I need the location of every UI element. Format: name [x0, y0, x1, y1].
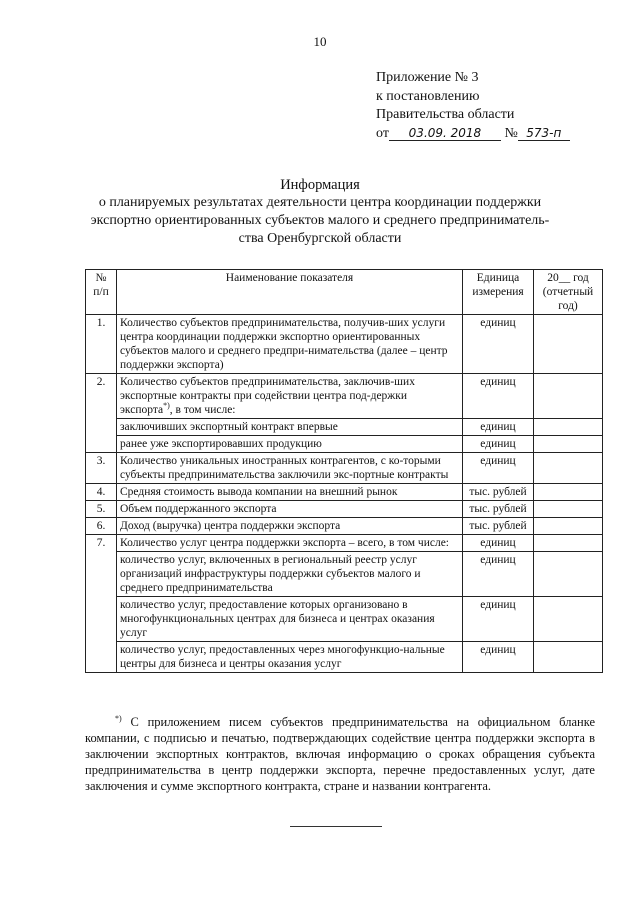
footnote: [85, 714, 595, 794]
row-unit: единиц: [463, 436, 534, 453]
page-number: 10: [313, 34, 327, 49]
row-num: 3.: [86, 453, 117, 484]
header-num: № п/п: [86, 270, 117, 315]
appendix-line: к постановлению: [376, 88, 480, 104]
row-unit: единиц: [463, 552, 534, 597]
title-line: экспортно ориентированных субъектов малого и среднего предприниматель-: [90, 213, 550, 228]
row-name: Количество субъектов предпринимательства, заключив-ших экспортные контракты при содействии центра под-держки экспорта*), в том числе:: [117, 374, 463, 419]
row-num: 5.: [86, 501, 117, 518]
row-unit: единиц: [463, 315, 534, 374]
row-unit: тыс. рублей: [463, 484, 534, 501]
row-num: 1.: [86, 315, 117, 374]
appendix-line: Правительства области: [376, 107, 515, 122]
document-title: [40, 176, 600, 248]
row-unit: единиц: [463, 374, 534, 419]
row-value: [534, 535, 603, 552]
appendix-title: Приложение № 3: [376, 70, 479, 85]
number-label: №: [504, 125, 518, 141]
from-label: от: [376, 125, 389, 141]
table-row: [86, 642, 603, 673]
end-rule: [290, 826, 382, 827]
row-value: [534, 436, 603, 453]
row-name: Объем поддержанного экспорта: [117, 501, 463, 518]
row-num: 2.: [86, 374, 117, 453]
indicators-table: [85, 269, 603, 673]
row-unit: тыс. рублей: [463, 518, 534, 535]
table-header-row: [86, 270, 603, 315]
table-row: [86, 597, 603, 642]
row-name: Количество субъектов предпринимательства, получив-ших услуги центра координации поддержки экспортно ориентированных субъектов малого и среднего предпри-нимательства (далее – центр поддержки экспорта): [117, 315, 463, 374]
row-unit: единиц: [463, 535, 534, 552]
row-value: [534, 518, 603, 535]
footnote-mark: *): [163, 401, 170, 411]
table-row: [86, 436, 603, 453]
row-unit: тыс. рублей: [463, 501, 534, 518]
row-num: 6.: [86, 518, 117, 535]
row-value: [534, 597, 603, 642]
row-value: [534, 374, 603, 419]
row-name: Средняя стоимость вывода компании на внешний рынок: [117, 484, 463, 501]
row-num: 7.: [86, 535, 117, 673]
row-value: [534, 315, 603, 374]
row-value: [534, 453, 603, 484]
row-unit: единиц: [463, 453, 534, 484]
table-row: [86, 374, 603, 419]
row-name: количество услуг, предоставление которых организовано в многофункциональных центрах для бизнеса и центрах оказания услуг: [117, 597, 463, 642]
row-unit: единиц: [463, 419, 534, 436]
footnote-mark: *): [115, 713, 122, 723]
table-row: [86, 484, 603, 501]
footnote-text: С приложением писем субъектов предпринимательства на официальном бланке компании, с подписью и печатью, подтверждающих содействие центра поддержки экспорта в заключении экспортных контрактов, включая информацию о сроках обращения субъекта предпринимательства в центр поддержки экспорта, перечне предоставленных услуг, дате заключения и сумме экспортного контракта, стране и названии контрагента.: [85, 715, 596, 793]
header-unit: Единица измерения: [463, 270, 534, 315]
row-name: Доход (выручка) центра поддержки экспорта: [117, 518, 463, 535]
row-name: Количество услуг центра поддержки экспорта – всего, в том числе:: [117, 535, 463, 552]
row-value: [534, 419, 603, 436]
row-value: [534, 484, 603, 501]
row-name: количество услуг, предоставленных через многофункцио-нальные центры для бизнеса и центры оказания услуг: [117, 642, 463, 673]
row-unit: единиц: [463, 642, 534, 673]
handwritten-date: 03.09. 2018: [389, 127, 501, 141]
row-name: количество услуг, включенных в региональный реестр услуг организаций инфраструктуры поддержки субъектов малого и среднего предпринимательства: [117, 552, 463, 597]
row-name: ранее уже экспортировавших продукцию: [117, 436, 463, 453]
table-row: [86, 453, 603, 484]
table-row: [86, 552, 603, 597]
row-value: [534, 552, 603, 597]
title-heading: Информация: [280, 177, 360, 193]
header-name: Наименование показателя: [117, 270, 463, 315]
table-row: [86, 501, 603, 518]
title-line: о планируемых результатах деятельности центра координации поддержки: [98, 195, 542, 210]
row-value: [534, 642, 603, 673]
row-name: Количество уникальных иностранных контрагентов, с ко-торыми субъекты предпринимательства заключили экс-портные контракты: [117, 453, 463, 484]
appendix-block: [376, 69, 570, 143]
row-unit: единиц: [463, 597, 534, 642]
header-year: 20__ год (отчетный год): [534, 270, 603, 315]
row-num: 4.: [86, 484, 117, 501]
row-name: заключивших экспортный контракт впервые: [117, 419, 463, 436]
handwritten-number: 573-п: [518, 127, 570, 141]
title-line: ства Оренбургской области: [238, 231, 402, 246]
table-row: [86, 518, 603, 535]
table-row: [86, 535, 603, 552]
appendix-date-line: [376, 125, 570, 144]
table-row: [86, 315, 603, 374]
table-row: [86, 419, 603, 436]
row-value: [534, 501, 603, 518]
